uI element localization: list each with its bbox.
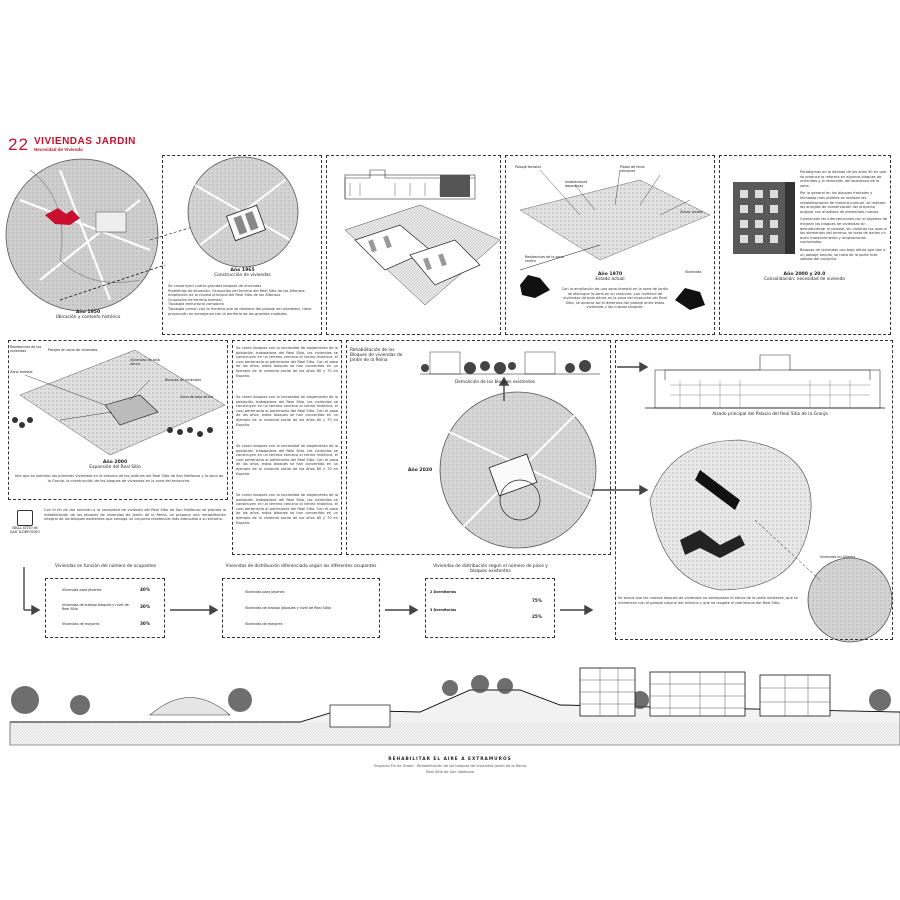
crest-icon bbox=[17, 510, 33, 526]
title-p8: Rehabilitación de los Bloques de viviendas de Jardín de la Reina bbox=[350, 348, 403, 363]
flow-1-row-3: Viviendas de mayores bbox=[62, 622, 100, 626]
flow-1-row-1: Viviendas para jóvenes bbox=[62, 588, 102, 592]
text-palace-bottom: Se busca que los nuevos bloques de viviendas no sobrepasen la altura de la parte existente, que se mimeticen con el paisaje natural del entorno y que se respete el patrimonio del Real Sitio. bbox=[618, 596, 799, 605]
label-forest: Paisaje forestal bbox=[515, 165, 541, 169]
flow-2-row-1: Viviendas para jóvenes bbox=[245, 590, 285, 594]
panel-axonometric bbox=[326, 155, 501, 335]
flow-3-pct-1: 75% bbox=[532, 598, 543, 603]
label-p6-zone: Zona de baja altura bbox=[180, 395, 214, 399]
label-p6-low: Viviendas de baja altura bbox=[130, 358, 161, 366]
text-2000-side bbox=[800, 170, 888, 262]
text-p7-repeat: Se crean bloques con la necesidad de alojamiento de la población trabajadora del Real Sitio, las viviendas se construyen en un terreno cercano al centro histórico, el cual pertenecía al patrimonio del Real Sitio. Con el paso de los años, estos bloques se han convertido en un ejemplo de la vivienda social de los años 60 y 70 en España. bbox=[236, 395, 338, 427]
flow-1-row-2: Viviendas de trabajo bloques y nivel de Real Sitio bbox=[62, 603, 129, 611]
bullet-1965-4: Ocupación de terreno forestal bbox=[168, 297, 222, 302]
text-1970: Con la ampliación de una zona forestal en la zona de Jardín se distingue la zona en su conjunto, con multitud de viviendas de baja altura en la zona del ensanche del Real Sitio, se aprecia así el deterioro del paisaje entre estas viviendas y los nuevos bloques. bbox=[561, 287, 669, 310]
caption-1965-text: Construcción de viviendas bbox=[214, 273, 271, 278]
label-homes: Viviendas bbox=[685, 270, 702, 274]
flow-2-title: Viviendas de distribución diferenciada según los diferentes ocupantes bbox=[225, 564, 377, 569]
year-p8: Año 2020 bbox=[407, 468, 433, 473]
side-text-4: Bloques de viviendas con baja altura que dan a un paisaje amplio, se trata de la parte más valiosa del conjunto. bbox=[800, 247, 886, 262]
flow-1-pct-3: 30% bbox=[140, 621, 151, 626]
bullet-1965-5: Tipología estructural compacta bbox=[168, 302, 224, 307]
text-logo: Con el fin de dar solución a la necesidad de vivienda del Real Sitio de San Ildefonso se plantea la rehabilitación de los bloques de viviendas de Jardín de la Reina, se propone una rehabilitación integral de los bloques existentes que consiga un conjunto residencial más adecuado a su entorno. bbox=[44, 508, 226, 522]
footer-location: Real Sitio de San Ildefonso bbox=[426, 770, 474, 774]
caption-1970-text: Estado actual bbox=[595, 277, 625, 282]
caption-1965 bbox=[165, 268, 320, 278]
year-1970: Año 1970 bbox=[597, 272, 623, 277]
caption-1950 bbox=[18, 310, 158, 320]
caption-p6 bbox=[60, 460, 170, 470]
flow-3-row-1: 2 Dormitorios bbox=[430, 590, 457, 594]
text-p6: Año que se solicitan las primeras viviendas en el entorno de los jardines del Real Sitio de San Ildefonso y la zona de la Granja, la construcción de los bloques de viviendas en la zona del ensanche. bbox=[14, 474, 224, 483]
label-p6-parajes: Parajes en zona de viviendas bbox=[48, 348, 98, 352]
bullet-1965-3: Ampliación de la ciudad principal del Real Sitio de los Alfonsos bbox=[168, 293, 281, 298]
caption-p6-year: Año 2000 bbox=[102, 460, 128, 465]
side-text-1: Paradigmas en la década de los años 90 en que se produce la reforma en algunos bloques de viviendas y la reducción del abandono de la zona. bbox=[800, 170, 887, 188]
panel-2020 bbox=[346, 340, 611, 555]
footer-title: REHABILITAR EL AIRE A EXTRAMUROS bbox=[388, 757, 512, 762]
label-tennis: Pistas de tenis cercanas bbox=[620, 165, 645, 173]
flow-3-pct-2: 25% bbox=[532, 614, 543, 619]
flow-1-pct-1: 40% bbox=[140, 587, 151, 592]
flow-1-title: Viviendas en función del número de ocupantes bbox=[54, 564, 157, 569]
note-alijares: Viviendas en Alijares bbox=[820, 555, 856, 559]
caption-1970 bbox=[565, 272, 655, 282]
label-p6-blocks: Bloques de viviendas bbox=[165, 378, 202, 382]
sheet-number: 22 bbox=[8, 135, 29, 154]
label-sport: Instalaciones deportivas bbox=[565, 180, 588, 188]
logo-line-1: REAL SITIO de bbox=[12, 526, 38, 530]
side-text-3: Comienzan las intervenciones con el objetivo de mejorar los bloques de viviendas sin desnaturalizar el paisaje, sin cambiar los usos ni los elementos del terreno, se trata de darles un buen mantenimiento y ampliaciones controladas. bbox=[800, 217, 888, 245]
caption-2000 bbox=[722, 272, 887, 282]
label-green: Zonas verdes bbox=[680, 210, 703, 214]
caption-palace: Alzado principal del Palacio del Real Sitio de la Granja bbox=[712, 412, 828, 417]
logo-real-sitio bbox=[10, 510, 40, 534]
flow-1-pct-2: 30% bbox=[140, 604, 151, 609]
text-p7: Se crean bloques con la necesidad de alojamiento de la población trabajadora del Real Sitio, las viviendas se construyen en un terreno cercano al centro histórico, el cual pertenecía al patrimonio del Real Sitio. Con el paso de los años, estos bloques se han convertido en un ejemplo de la vivienda social de los años 60 y 70 en España. bbox=[236, 346, 338, 378]
panel-palace bbox=[615, 340, 893, 640]
text-p7-repeat-3: Se crean bloques con la necesidad de alojamiento de la población trabajadora del Real Sitio, las viviendas se construyen en un terreno cercano al centro histórico, el cual pertenecía al patrimonio del Real Sitio. Con el paso de los años, estos bloques se han convertido en un ejemplo de la vivienda social de los años 60 y 70 en España. bbox=[236, 493, 338, 525]
bullets-1965 bbox=[168, 284, 318, 316]
sheet-title: VIVIENDAS JARDIN bbox=[34, 136, 136, 147]
footer-subtitle: Proyecto Fin de Grado · Rehabilitación de los bloques de viviendas Jardín de la Reina bbox=[374, 764, 526, 768]
bullet-1965-1: Se construyen cuatro grandes bloques de viviendas bbox=[168, 284, 262, 288]
year-2000: Año 2000 y 20.0 bbox=[783, 272, 826, 277]
side-text-2: Por lo general en los bloques frontales y fachadas más visibles se realizan las rehabilitaciones de manera puntual, se realizan los arreglos de conservación del proyecto original con añadidos de elementos nuevos. bbox=[800, 191, 886, 214]
flow-3-title: Viviendas de distribución según el número de pisos y bloques existentes bbox=[433, 564, 548, 574]
flow-2-row-2: Viviendas de trabajo (bloques y nivel de Real Sitio) bbox=[245, 606, 332, 610]
label-p6-forest: Zona forestal bbox=[10, 370, 33, 374]
caption-p6-sub: Expansión del Real Sitio bbox=[89, 465, 141, 470]
caption-p8: Demolición de los bloques existentes bbox=[454, 380, 535, 385]
text-p7-repeat-2: Se crean bloques con la necesidad de alojamiento de la población trabajadora del Real Sitio, las viviendas se construyen en un terreno cercano al centro histórico, el cual pertenecía al patrimonio del Real Sitio. Con el paso de los años, estos bloques se han convertido en un ejemplo de la vivienda social de los años 60 y 70 en España. bbox=[236, 444, 338, 476]
caption-1950-text: Ubicación y contexto histórico bbox=[55, 315, 121, 320]
label-p6-residences: Residencias de los viviendas bbox=[10, 345, 42, 353]
caption-2000-text: Consolidación: necesidad de vivienda bbox=[764, 277, 845, 282]
bullet-1965-6: Tipología común con la frontera que se deshace del paisaje del alrededor, tiene proyección en semejanza con la periferia de las grandes ciudades bbox=[168, 306, 312, 316]
site-section bbox=[10, 668, 900, 745]
panel-1950 bbox=[8, 155, 158, 335]
sheet-subtitle: Necesidad de Vivienda bbox=[34, 147, 83, 152]
logo-line-2: SAN ILDEFONSO bbox=[10, 530, 40, 534]
bullet-1965-2: Problemas de situación. Ocupación del terreno del Real Sitio de los Alfonsos bbox=[168, 288, 305, 293]
flow-3-row-2: 3 Dormitorios bbox=[430, 608, 457, 612]
flow-2-row-3: Viviendas de mayores bbox=[245, 622, 283, 626]
year-1950: Año 1950 bbox=[75, 310, 101, 315]
year-1965: Año 1965 bbox=[230, 268, 255, 273]
label-residences: Residencias de la zona centro bbox=[525, 255, 564, 263]
